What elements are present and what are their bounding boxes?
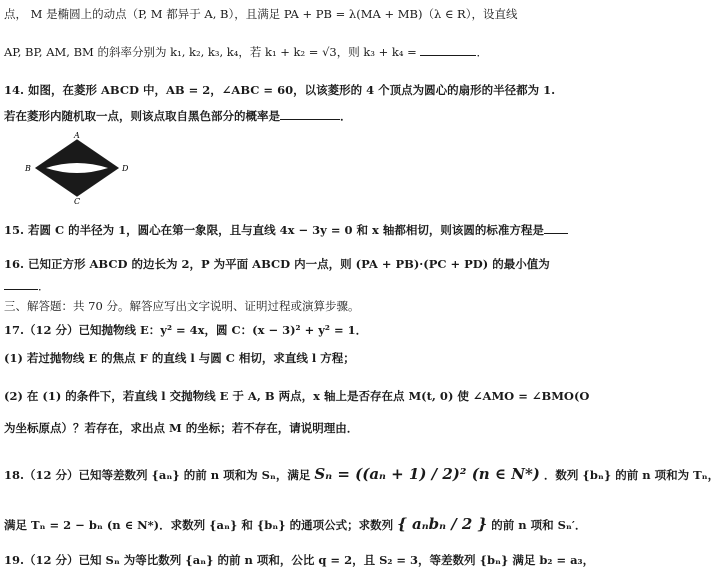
question-16-line-1 [4,256,550,272]
text-line-slopes [4,44,550,60]
formula-sn: Sₙ = ((aₙ + 1) / 2)² (n ∈ N*) [314,465,540,483]
question-15 [4,222,550,238]
line-text: AP, BP, AM, BM 的斜率分别为 k₁, k₂, k₃, k₄，若 k₁ + k₂ = √3，则 k₃ + k₄ = [4,45,421,59]
line-text: ． [38,279,50,293]
line-text: 18.（12 分）已知等差数列 {aₙ} 的前 n 项和为 Sₙ，满足 [4,468,311,482]
line-text: 点， M 是椭圆上的动点（P, M 都异于 A, B），且满足 PA + PB = λ(MA + MB)（λ ∈ R），设直线 [4,7,518,21]
line-text: 14. 如图，在菱形 ABCD 中，AB = 2，∠ABC = 60，以该菱形的 4 个顶点为圆心的扇形的半径都为 1. [4,83,556,97]
line-text: (1) 若过抛物线 E 的焦点 F 的直线 l 与圆 C 相切，求直线 l 方程； [4,351,355,365]
line-text: 为坐标原点）？若存在，求出点 M 的坐标；若不存在，请说明理由． [4,421,359,435]
line-text: ．数列 {bₙ} 的前 n 项和为 Tₙ， [543,468,719,482]
answer-blank [280,108,340,120]
question-17 [4,322,550,338]
section-3-heading [4,298,550,314]
line-text: 满足 Tₙ = 2 − bₙ (n ∈ N*)．求数列 {aₙ} 和 {bₙ} 的通项公式；求数列 [4,518,394,532]
line-text: 若在菱形内随机取一点，则该点取自黑色部分的概率是 [4,109,280,123]
question-19 [4,552,595,568]
question-16-line-2 [4,278,550,294]
line-text: 三、解答题：共 70 分。解答应写出文字说明、证明过程或演算步骤。 [4,299,360,313]
vertex-label-d: D [122,164,129,173]
question-17-part-1 [4,350,550,366]
answer-blank [420,44,476,56]
question-18-line-2 [4,515,587,533]
vertex-label-c: C [74,197,81,206]
vertex-label-a: A [74,131,80,140]
question-14-line-2 [4,108,550,124]
question-14-line-1 [4,82,556,98]
formula-anbn: { aₙbₙ / 2 } [397,515,488,533]
vertex-label-b: B [25,164,31,173]
rhombus-figure [22,132,132,204]
question-18-line-1 [4,465,719,483]
rhombus-diagram [22,132,132,204]
line-text: 15. 若圆 C 的半径为 1，圆心在第一象限，且与直线 4x − 3y = 0 和 x 轴都相切，则该圆的标准方程是 [4,223,544,237]
text-line-ellipse-condition [4,6,550,22]
answer-blank [544,222,568,234]
line-text: 16. 已知正方形 ABCD 的边长为 2，P 为平面 ABCD 内一点，则 (PA + PB)·(PC + PD) 的最小值为 [4,257,550,271]
question-17-part-2 [4,388,590,404]
line-text: 17.（12 分）已知抛物线 E：y² = 4x，圆 C：(x − 3)² + y² = 1． [4,323,368,337]
line-text: ． [476,45,488,59]
line-text: 的前 n 项和 Sₙ′． [491,518,587,532]
line-text: 19.（12 分）已知 Sₙ 为等比数列 {aₙ} 的前 n 项和，公比 q = 2，且 S₂ = 3，等差数列 {bₙ} 满足 b₂ = a₃， [4,553,595,567]
line-text: (2) 在 (1) 的条件下，若直线 l 交抛物线 E 于 A, B 两点，x 轴上是否存在点 M(t, 0) 使 ∠AMO = ∠BMO(O [4,389,590,403]
question-17-part-2-cont [4,420,550,436]
answer-blank [4,278,38,290]
line-text: ． [340,109,352,123]
